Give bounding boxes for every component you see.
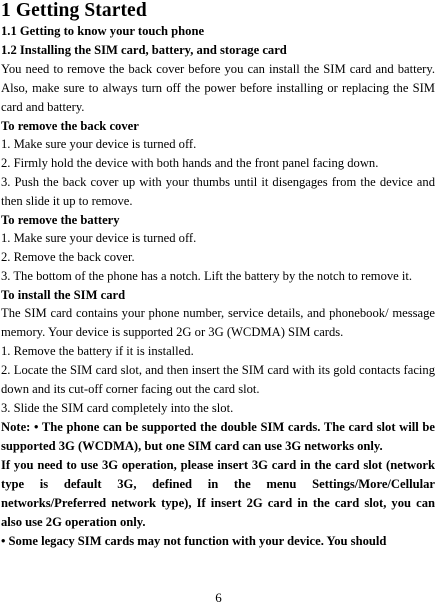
install-sim-description: The SIM card contains your phone number, service details, and phonebook/ message memory. Your device is supported 2G or 3G (WCDMA) SIM cards.: [1, 306, 435, 339]
install-sim-step-2: 2. Locate the SIM card slot, and then insert the SIM card with its gold contacts facing down and its cut-off corner facing out the card slot.: [1, 363, 435, 396]
remove-battery-step-3: 3. The bottom of the phone has a notch. Lift the battery by the notch to remove it.: [1, 269, 413, 283]
remove-battery-heading: To remove the battery: [1, 213, 120, 227]
install-sim-step-3: 3. Slide the SIM card completely into the slot.: [1, 401, 234, 415]
intro-paragraph: You need to remove the back cover before you can install the SIM card and battery. Also, make sure to always turn off the power before installing or replacing the SIM card and battery.: [1, 62, 435, 114]
note-legacy-sim: • Some legacy SIM cards may not function with your device. You should: [1, 534, 387, 548]
section-heading-1-1: 1.1 Getting to know your touch phone: [1, 24, 205, 38]
remove-cover-step-3: 3. Push the back cover up with your thumbs until it disengages from the device and then slide it up to remove.: [1, 175, 435, 208]
remove-battery-step-1: 1. Make sure your device is turned off.: [1, 231, 197, 245]
page-number: 6: [215, 590, 222, 605]
remove-cover-step-2: 2. Firmly hold the device with both hands and the front panel facing down.: [1, 156, 379, 170]
note-3g-operation: If you need to use 3G operation, please insert 3G card in the card slot (network type is default 3G, defined in the menu Settings/More/Cellular networks/Preferred network type), If insert 2G card in the card slot, you can also use 2G operation only.: [1, 458, 435, 529]
page-title: 1 Getting Started: [1, 0, 147, 21]
note-double-sim: Note: • The phone can be supported the double SIM cards. The card slot will be supported 3G (WCDMA), but one SIM card can use 3G networks only.: [1, 420, 435, 453]
remove-cover-step-1: 1. Make sure your device is turned off.: [1, 137, 197, 151]
install-sim-step-1: 1. Remove the battery if it is installed.: [1, 344, 194, 358]
remove-battery-step-2: 2. Remove the back cover.: [1, 250, 135, 264]
install-sim-heading: To install the SIM card: [1, 288, 126, 302]
section-heading-1-2: 1.2 Installing the SIM card, battery, and storage card: [1, 43, 287, 57]
remove-cover-heading: To remove the back cover: [1, 119, 139, 133]
